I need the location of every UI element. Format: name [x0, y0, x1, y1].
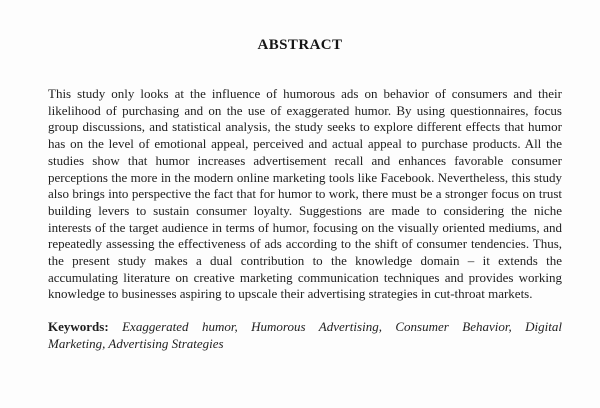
keywords-line-1: [48, 319, 562, 336]
keywords-spacer: [109, 319, 122, 334]
abstract-paragraph: This study only looks at the influence of humorous ads on behavior of consumers and their likelihood of purchasing and on the use of exaggerated humor. By using questionnaires, focus group discussions, and statistical analysis, the study seeks to explore different effects that humor has on the level of emotional appeal, perceived and actual appeal to purchase products. All the studies show that humor increases advertisement recall and enhances favorable consumer perceptions the more in the modern online marketing tools like Facebook. Nevertheless, this study also brings into perspective the fact that for humor to work, there must be a stronger focus on trust building levers to sustain consumer loyalty. Suggestions are made to considering the niche interests of the target audience in terms of humor, focusing on the visually oriented mediums, and repeatedly assessing the effectiveness of ads according to the shift of consumer tendencies. Thus, the present study makes a dual contribution to the knowledge domain – it extends the accumulating literature on creative marketing communication techniques and provides working knowledge to businesses aspiring to upscale their advertising strategies in cut-throat markets.: [48, 86, 562, 302]
keywords-line-2: [48, 336, 562, 353]
abstract-title: ABSTRACT: [257, 37, 343, 53]
keywords-list-part-1: Exaggerated humor, Humorous Advertising, Consumer Behavior, Digital: [122, 319, 562, 335]
keywords-list-part-2: Marketing, Advertising Strategies: [48, 335, 224, 351]
keywords-section: [48, 319, 562, 352]
keywords-label: Keywords:: [48, 319, 109, 335]
